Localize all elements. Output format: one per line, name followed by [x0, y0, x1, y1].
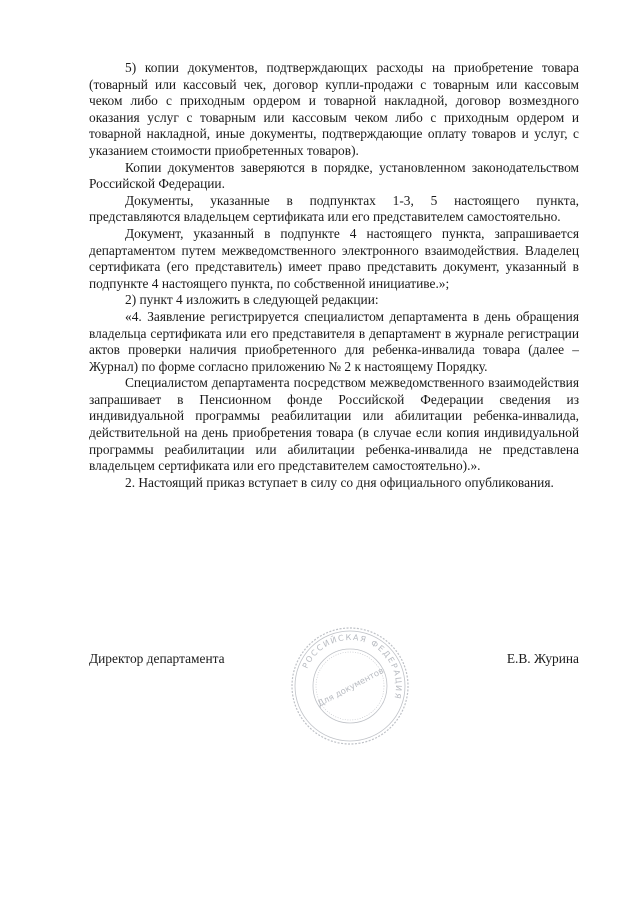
signer-name: Е.В. Журина [506, 651, 579, 666]
paragraph-document-requested: Документ, указанный в подпункте 4 настоящего пункта, запрашивается департаментом путем межведомственного электронного взаимодействия. Владелец сертификата (его представитель) имеет право представить документ, указанный в подпункте 4 настоящего пункта, по собственной инициативе.»; [89, 225, 579, 291]
paragraph-copies-certified: Копии документов заверяются в порядке, установленном законодательством Российской Федерации. [89, 159, 579, 192]
paragraph-point-4-revision: 2) пункт 4 изложить в следующей редакции: [125, 292, 379, 308]
seal-ring-text: РОССИЙСКАЯ ФЕДЕРАЦИЯ [300, 632, 404, 701]
official-seal-stamp [288, 624, 412, 748]
seal-center-text: Для документов [316, 666, 386, 710]
paragraph-item-5-copies: 5) копии документов, подтверждающих расходы на приобретение товара (товарный или кассовый чек, договор купли-продажи с товарным или кассовым чеком либо с приходным ордером и товарной накладной, договор возмездного оказания услуг с товарным или кассовым чеком либо с приходным ордером и товарной накладной, иные документы, подтверждающие оплату товаров и услуг, с указанием стоимости приобретенных товаров). [89, 60, 579, 158]
paragraph-order-effective: 2. Настоящий приказ вступает в силу со дня официального опубликования. [125, 474, 554, 490]
paragraph-specialist-requests: Специалистом департамента посредством межведомственного взаимодействия запрашивает в Пенсионном фонде Российской Федерации сведения из индивидуальной программы реабилитации или абилитации ребенка-инвалида, действительной на день приобретения товара (в случае если копия индивидуальной программы реабилитации или абилитации ребенка-инвалида не представлена владельцем сертификата или его представителем самостоятельно).». [89, 375, 579, 474]
paragraph-documents-submitted: Документы, указанные в подпунктах 1-3, 5 настоящего пункта, представляются владельцем сертификата или его представителем самостоятельно. [89, 192, 579, 225]
document-body [89, 60, 579, 491]
signer-title: Директор департамента [89, 651, 225, 666]
paragraph-application-registered: «4. Заявление регистрируется специалистом департамента в день обращения владельца сертификата или его представителя в департамент в журнале регистрации актов проверки наличия приобретенного для ребенка-инвалида товара (далее – Журнал) по форме согласно приложению № 2 к настоящему Порядку. [89, 308, 579, 374]
